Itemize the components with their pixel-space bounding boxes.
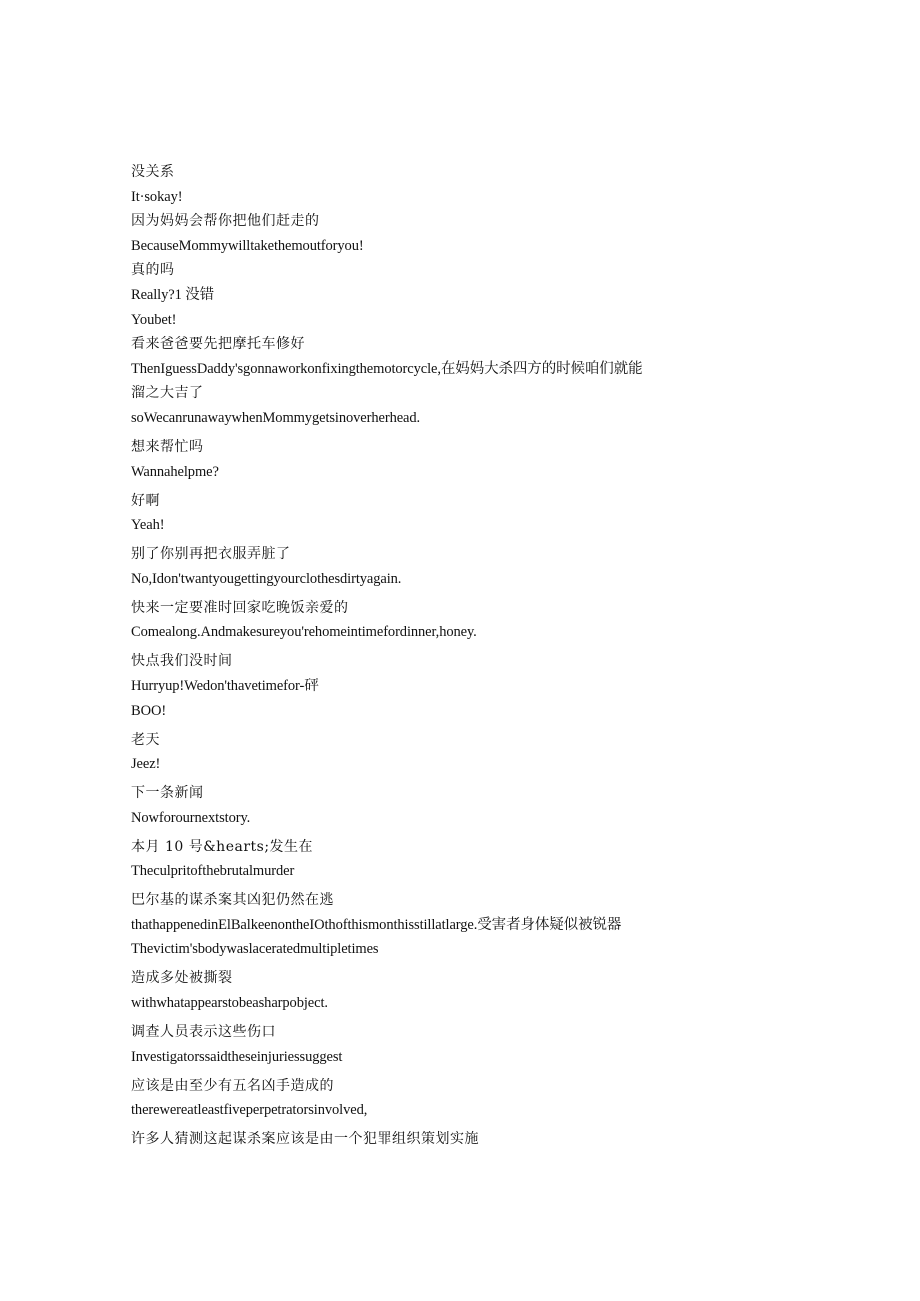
text-line: 溜之大吉了	[131, 385, 204, 402]
text-line: 快来一定要准时回家吃晚饭亲爱的	[131, 599, 349, 616]
text-line: 好啊	[131, 492, 160, 509]
text-line: 真的吗	[131, 262, 175, 279]
text-line: 想来帮忙吗	[131, 438, 204, 455]
text-line: 造成多处被撕裂	[131, 970, 233, 987]
text-line: BecauseMommywilltakethemoutforyou!	[131, 237, 364, 254]
text-line: 下一条新闻	[131, 785, 204, 802]
text-line: It·sokay!	[131, 188, 183, 205]
text-line: 看来爸爸要先把摩托车修好	[131, 336, 305, 353]
text-line: 没关系	[131, 164, 175, 180]
text-line: therewereatleastfiveperpetratorsinvolved,	[131, 1102, 368, 1119]
text-line: 快点我们没时间	[131, 653, 233, 670]
text-line: 别了你别再把衣服弄脏了	[131, 546, 291, 563]
text-line: Comealong.Andmakesureyou'rehomeintimefordinner,honey.	[131, 624, 477, 641]
text-line: 巴尔基的谋杀案其凶犯仍然在逃	[131, 892, 334, 909]
subtitle-lines	[131, 160, 771, 1152]
text-line: Really?1 没错	[131, 286, 215, 303]
text-line: 调查人员表示这些伤口	[131, 1024, 276, 1041]
text-line: 许多人猜测这起谋杀案应该是由一个犯罪组织策划实施	[131, 1131, 479, 1148]
text-line: soWecanrunawaywhenMommygetsinoverherhead.	[131, 409, 421, 426]
text-line: No,Idon'twantyougettingyourclothesdirtyagain.	[131, 570, 402, 587]
text-line: thathappenedinElBalkeenontheIOthofthismonthisstillatlarge.受害者身体疑似被锐器	[131, 916, 622, 933]
text-line: Investigatorssaidtheseinjuriessuggest	[131, 1048, 343, 1065]
text-line: 因为妈妈会帮你把他们赶走的	[131, 213, 320, 230]
text-line: BOO!	[131, 702, 167, 719]
text-line: Theculpritofthebrutalmurder	[131, 863, 295, 880]
text-line: 本月 10 号&hearts;发生在	[131, 838, 314, 855]
text-line: Yeah!	[131, 517, 165, 534]
text-line: Thevictim'sbodywaslaceratedmultipletimes	[131, 941, 379, 958]
text-line: Wannahelpme?	[131, 463, 219, 480]
text-line: Jeez!	[131, 756, 161, 773]
text-line: withwhatappearstobeasharpobject.	[131, 995, 328, 1012]
text-line: Hurryup!Wedon'thavetimefor-砰	[131, 677, 319, 694]
text-line: Nowforournextstory.	[131, 809, 251, 826]
text-line: Youbet!	[131, 311, 177, 328]
text-line: 老天	[131, 731, 160, 748]
text-line: ThenIguessDaddy'sgonnaworkonfixingthemotorcycle,在妈妈大杀四方的时候咱们就能	[131, 360, 643, 377]
text-line: 应该是由至少有五名凶手造成的	[131, 1077, 334, 1094]
